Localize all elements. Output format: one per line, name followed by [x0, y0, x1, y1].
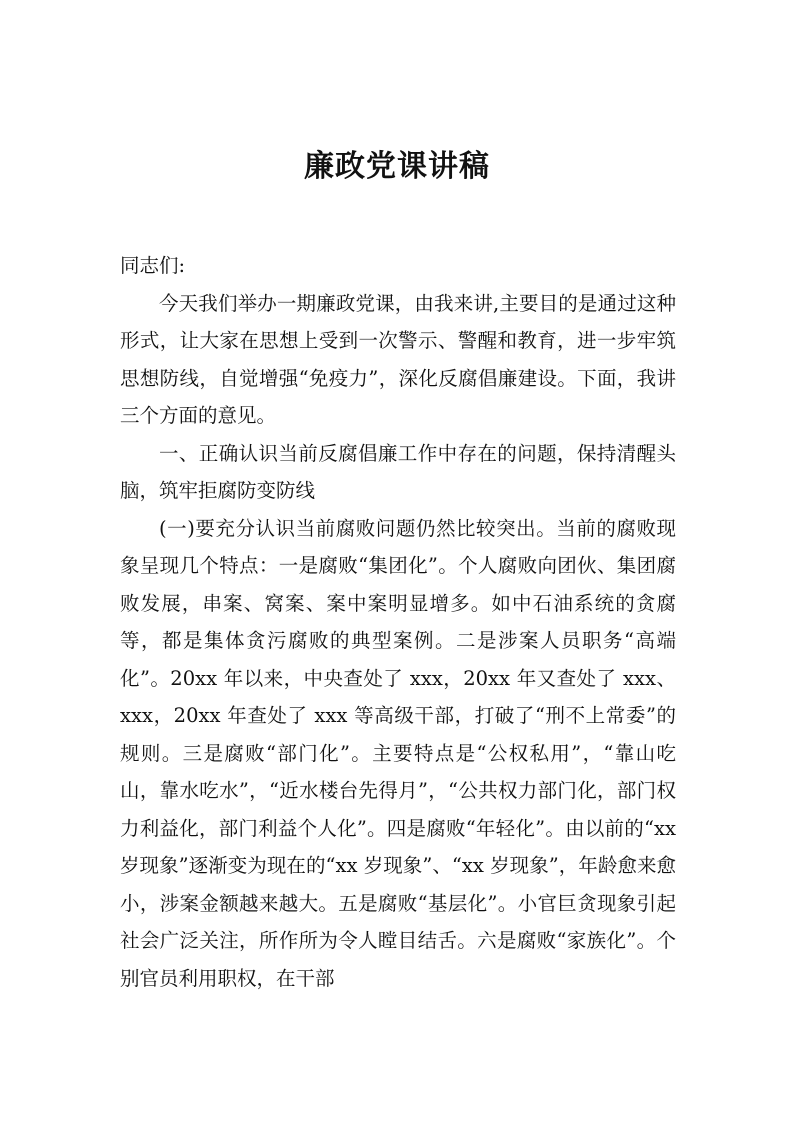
document-title: 廉政党课讲稿 [304, 149, 490, 184]
document-body [120, 247, 676, 997]
salutation: 同志们: [120, 254, 186, 277]
section-heading-1: 一、正确认识当前反腐倡廉工作中存在的问题，保持清醒头脑，筑牢拒腐防变防线 [120, 441, 676, 502]
paragraph-subsection-1: (一)要充分认识当前腐败问题仍然比较突出。当前的腐败现象呈现几个特点：一是腐败“集团化”。个人腐败向团伙、集团腐败发展，串案、窝案、案中案明显增多。如中石油系统的贪腐等，都是集体贪污腐败的典型案例。二是涉案人员职务“高端化”。20xx 年以来，中央查处了 xxx，20xx 年又查处了 xxx、xxx，20xx 年查处了 xxx 等高级干部，打破了“刑不上常委”的规则。三是腐败“部门化”。主要特点是“公权私用”，“靠山吃山，靠水吃水”，“近水楼台先得月”，“公共权力部门化，部门权力利益化，部门利益个人化”。四是腐败“年轻化”。由以前的“xx 岁现象”逐渐变为现在的“xx 岁现象”、“xx 岁现象”，年龄愈来愈小，涉案金额越来越大。五是腐败“基层化”。小官巨贪现象引起社会广泛关注，所作所为令人瞠目结舌。六是腐败“家族化”。个别官员利用职权，在干部 [120, 516, 676, 990]
paragraph-intro: 今天我们举办一期廉政党课，由我来讲,主要目的是通过这种形式，让大家在思想上受到一次警示、警醒和教育，进一步牢筑思想防线，自觉增强“免疫力”，深化反腐倡廉建设。下面，我讲三个方面的意见。 [120, 291, 676, 427]
